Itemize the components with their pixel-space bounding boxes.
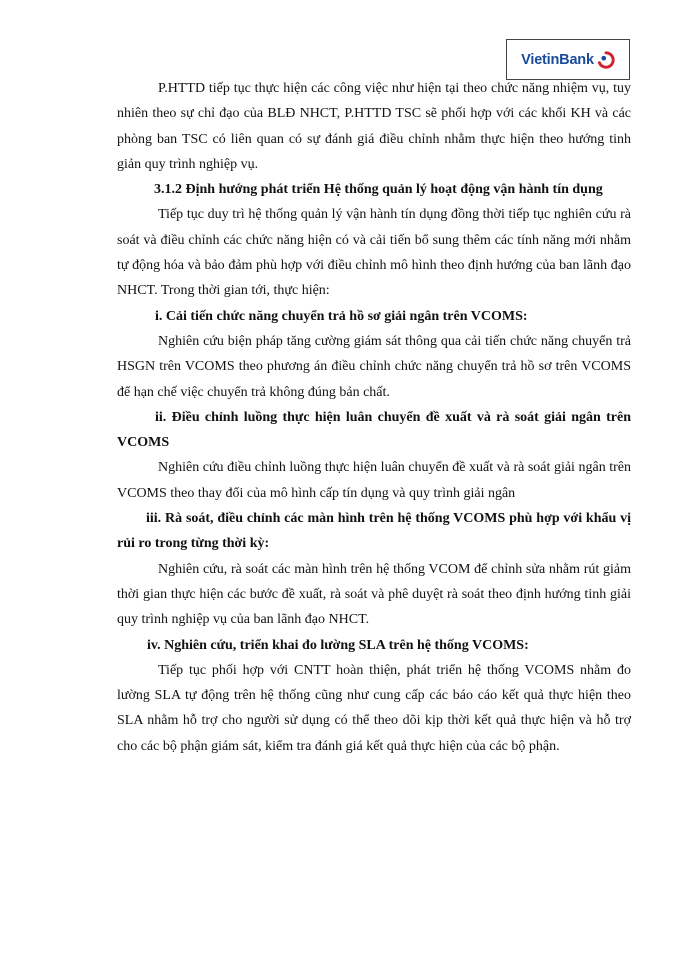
vietinbank-logo [506,39,630,80]
paragraph-intro: Tiếp tục duy trì hệ thống quản lý vận hành tín dụng đồng thời tiếp tục nghiên cứu rà soát và điều chỉnh các chức năng hiện có và cải tiến bổ sung thêm các tính năng mới nhằm tự động hóa và bảo đảm phù hợp với điều chỉnh mô hình theo định hướng của ban lãnh đạo NHCT. Trong thời gian tới, thực hiện: [117,207,631,299]
logo-text: VietinBank [521,51,594,68]
section-heading-3-1-2: 3.1.2 Định hướng phát triển Hệ thống quản lý hoạt động vận hành tín dụng [154,182,603,198]
subheading-ii: ii. Điều chỉnh luồng thực hiện luân chuyển đề xuất và rà soát giải ngân trên VCOMS [117,409,631,451]
paragraph-iv: Tiếp tục phối hợp với CNTT hoàn thiện, phát triển hệ thống VCOMS nhằm đo lường SLA tự động trên hệ thống cũng như cung cấp các báo cáo kết quả thực hiện theo SLA nhằm hỗ trợ cho người sử dụng có thể theo dõi kịp thời kết quả thực hiện và hỗ trợ cho các bộ phận giám sát, kiểm tra đánh giá kết quả thực hiện của các bộ phận. [117,662,631,754]
subheading-i: i. Cải tiến chức năng chuyển trả hồ sơ giải ngân trên VCOMS: [155,308,528,324]
vietinbank-mark-icon [597,51,615,69]
document-body [117,76,631,759]
paragraph-i: Nghiên cứu biện pháp tăng cường giám sát thông qua cải tiến chức năng chuyển trả HSGN trên VCOMS theo phương án điều chỉnh chức năng chuyển trả hồ sơ trên VCOMS để hạn chế việc chuyển trả không đúng bản chất. [117,333,631,400]
paragraph-iii: Nghiên cứu, rà soát các màn hình trên hệ thống VCOM để chỉnh sửa nhằm rút giảm thời gian thực hiện các bước đề xuất, rà soát và phê duyệt rà soát theo định hướng tinh giải quy trình nghiệp vụ của ban lãnh đạo NHCT. [117,561,631,628]
paragraph-ii: Nghiên cứu điều chỉnh luồng thực hiện luân chuyển đề xuất và rà soát giải ngân trên VCOMS theo thay đổi của mô hình cấp tín dụng và quy trình giải ngân [117,460,631,501]
subheading-iv: iv. Nghiên cứu, triển khai đo lường SLA trên hệ thống VCOMS: [147,637,529,653]
paragraph-phttd: P.HTTD tiếp tục thực hiện các công việc như hiện tại theo chức năng nhiệm vụ, tuy nhiên theo sự chỉ đạo của BLĐ NHCT, P.HTTD TSC sẽ phối hợp với các khối KH và các phòng ban TSC có liên quan có sự đánh giá điều chỉnh nhằm thực hiện theo hướng tinh giản quy trình nghiệp vụ. [117,81,631,172]
subheading-iii: iii. Rà soát, điều chỉnh các màn hình trên hệ thống VCOMS phù hợp với khẩu vị rủi ro trong từng thời kỳ: [117,511,631,552]
